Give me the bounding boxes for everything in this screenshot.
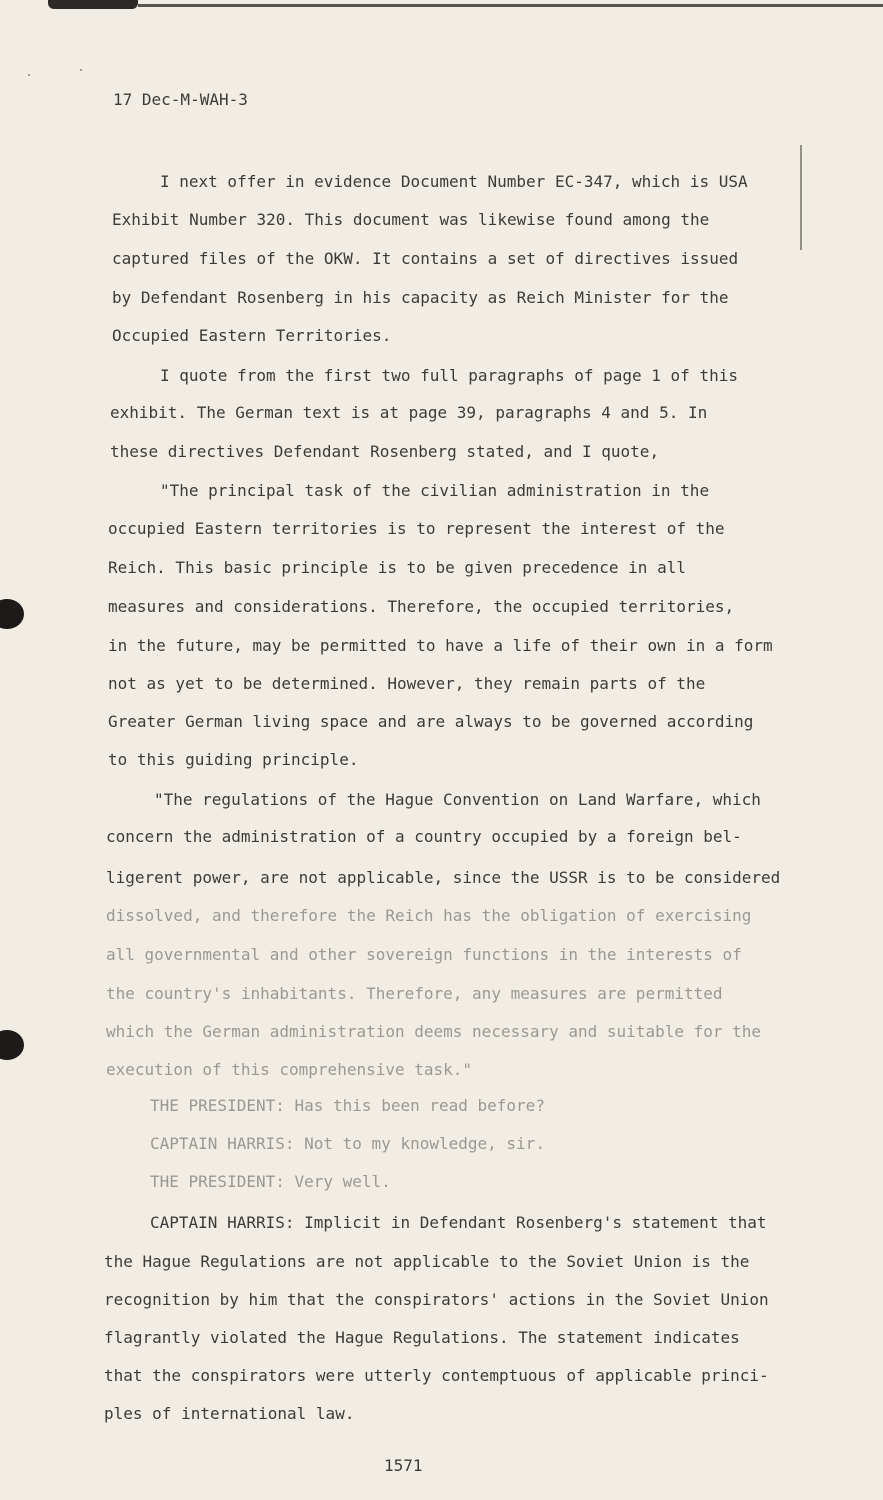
- text-line: that the conspirators were utterly contemptuous of applicable princi-: [104, 1366, 769, 1385]
- speck: [80, 69, 82, 71]
- punch-hole-lower: [0, 1030, 24, 1060]
- text-line: "The principal task of the civilian administration in the: [160, 481, 710, 500]
- text-line: dissolved, and therefore the Reich has the obligation of exercising: [106, 906, 752, 925]
- margin-mark: [800, 145, 802, 250]
- text-line: "The regulations of the Hague Convention on Land Warfare, which: [154, 790, 761, 809]
- text-line: occupied Eastern territories is to represent the interest of the: [108, 519, 725, 538]
- page-number: 1571: [384, 1456, 423, 1475]
- text-line: concern the administration of a country occupied by a foreign bel-: [106, 827, 742, 846]
- text-line: CAPTAIN HARRIS: Not to my knowledge, sir.: [150, 1134, 545, 1153]
- text-line: these directives Defendant Rosenberg stated, and I quote,: [110, 442, 660, 461]
- text-line: the Hague Regulations are not applicable to the Soviet Union is the: [104, 1252, 750, 1271]
- text-line: ples of international law.: [104, 1404, 355, 1423]
- text-line: to this guiding principle.: [108, 750, 359, 769]
- text-line: Exhibit Number 320. This document was likewise found among the: [112, 210, 710, 229]
- text-line: flagrantly violated the Hague Regulations. The statement indicates: [104, 1328, 740, 1347]
- text-line: in the future, may be permitted to have a life of their own in a form: [108, 636, 773, 655]
- text-line: ligerent power, are not applicable, since the USSR is to be considered: [106, 868, 781, 887]
- text-line: exhibit. The German text is at page 39, paragraphs 4 and 5. In: [110, 403, 708, 422]
- text-line: Greater German living space and are always to be governed according: [108, 712, 754, 731]
- top-edge-line: [138, 4, 883, 7]
- speck: [28, 74, 30, 76]
- text-line: execution of this comprehensive task.": [106, 1060, 473, 1079]
- text-line: THE PRESIDENT: Has this been read before?: [150, 1096, 545, 1115]
- text-line: not as yet to be determined. However, they remain parts of the: [108, 674, 706, 693]
- text-line: I quote from the first two full paragraphs of page 1 of this: [160, 366, 738, 385]
- text-line: recognition by him that the conspirators' actions in the Soviet Union: [104, 1290, 769, 1309]
- text-line: CAPTAIN HARRIS: Implicit in Defendant Rosenberg's statement that: [150, 1213, 767, 1232]
- text-line: THE PRESIDENT: Very well.: [150, 1172, 391, 1191]
- text-line: captured files of the OKW. It contains a set of directives issued: [112, 249, 739, 268]
- top-binding-strip: [48, 0, 138, 9]
- text-line: which the German administration deems necessary and suitable for the: [106, 1022, 762, 1041]
- text-line: the country's inhabitants. Therefore, any measures are permitted: [106, 984, 723, 1003]
- text-line: Reich. This basic principle is to be given precedence in all: [108, 558, 686, 577]
- text-line: by Defendant Rosenberg in his capacity as Reich Minister for the: [112, 288, 729, 307]
- text-line: I next offer in evidence Document Number EC-347, which is USA: [160, 172, 748, 191]
- text-line: measures and considerations. Therefore, the occupied territories,: [108, 597, 735, 616]
- text-line: all governmental and other sovereign functions in the interests of: [106, 945, 742, 964]
- punch-hole-upper: [0, 599, 24, 629]
- page-header: 17 Dec-M-WAH-3: [113, 90, 248, 109]
- text-line: Occupied Eastern Territories.: [112, 326, 392, 345]
